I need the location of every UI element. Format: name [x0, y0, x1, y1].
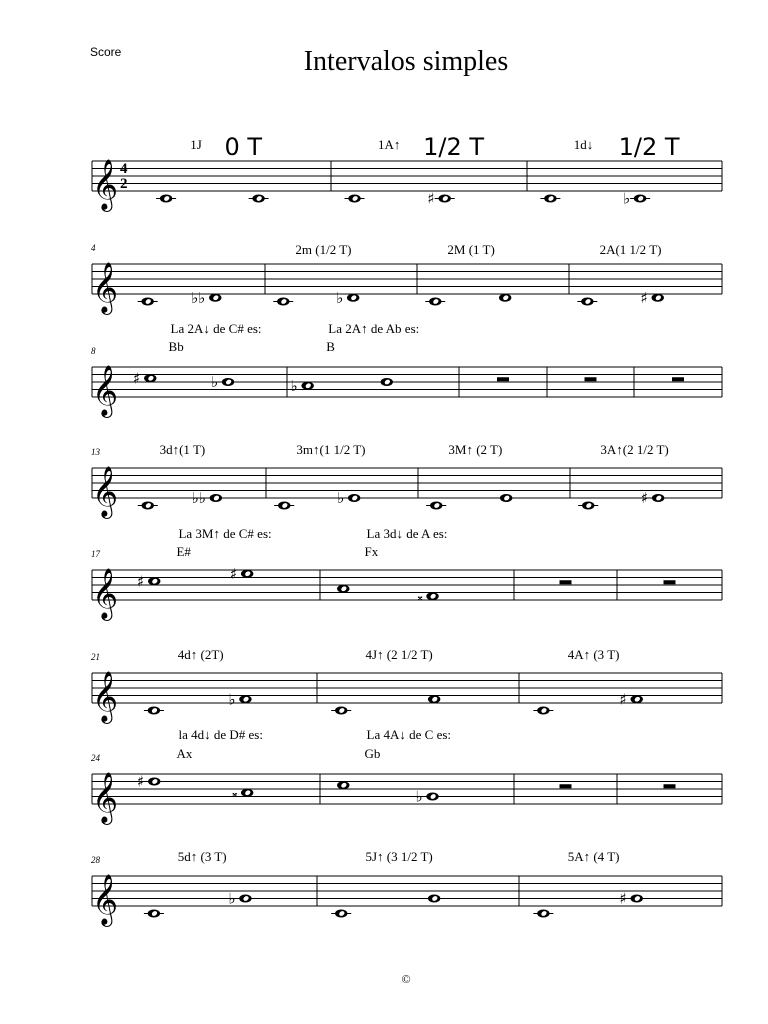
time-signature-bottom: 2	[120, 176, 128, 192]
staff-system	[91, 442, 722, 519]
interval-label: La 3M↑ de C# es:	[178, 526, 272, 541]
score-label: Score	[90, 45, 122, 59]
half-rest	[672, 377, 684, 381]
interval-label: 2m (1/2 T)	[295, 242, 352, 257]
interval-label: 5A↑ (4 T)	[567, 849, 620, 864]
measure-number: 21	[91, 652, 100, 662]
accidental-glyph: ♯	[640, 288, 648, 307]
treble-clef-icon: 𝄞	[92, 365, 119, 416]
interval-label: La 4A↓ de C es:	[366, 727, 452, 742]
interval-label: 3d↑(1 T)	[159, 442, 206, 457]
treble-clef-icon: 𝄞	[92, 671, 119, 722]
treble-clef-icon: 𝄞	[92, 772, 119, 823]
handwritten-annotation: 1/2 T	[423, 133, 485, 161]
interval-label: 4d↑ (2T)	[177, 647, 224, 662]
treble-clef-icon: 𝄞	[92, 466, 119, 517]
staff-system	[91, 242, 722, 315]
measure-number: 13	[91, 447, 100, 457]
treble-clef-icon: 𝄞	[92, 262, 119, 313]
interval-label: la 4d↓ de D# es:	[178, 727, 263, 742]
accidental-glyph: ♭	[290, 376, 298, 395]
half-rest	[497, 377, 509, 381]
accidental-glyph: ♯	[619, 889, 627, 908]
accidental-glyph: ♯	[229, 564, 238, 583]
interval-label: 2M (1 T)	[447, 242, 495, 257]
accidental-glyph: 𝄪	[232, 786, 238, 800]
accidental-glyph: ♭♭	[191, 288, 206, 307]
staff-system	[91, 526, 722, 621]
staff-system	[91, 647, 722, 724]
time-signature-top: 4	[120, 161, 128, 177]
accidental-glyph: ♭	[228, 889, 236, 908]
half-rest	[560, 784, 572, 788]
answer-text: E#	[176, 544, 191, 559]
interval-label: 2A(1 1/2 T)	[599, 242, 662, 257]
interval-label: 3M↑ (2 T)	[448, 442, 503, 457]
interval-label: 4J↑ (2 1/2 T)	[365, 647, 433, 662]
staff-system	[91, 849, 722, 927]
accidental-glyph: ♯	[136, 572, 145, 591]
accidental-glyph: 𝄪	[417, 590, 423, 604]
measure-number: 4	[91, 243, 96, 253]
interval-label: La 2A↑ de Ab es:	[328, 321, 420, 336]
accidental-glyph: ♯	[427, 189, 435, 208]
measure-number: 24	[91, 753, 100, 763]
copyright-mark: ©	[401, 972, 411, 986]
interval-label: 1J	[190, 137, 202, 152]
half-rest	[560, 580, 572, 584]
half-rest	[664, 784, 676, 788]
answer-text: B	[326, 339, 335, 354]
interval-label: La 3d↓ de A es:	[366, 526, 448, 541]
answer-text: Ax	[176, 746, 193, 761]
measure-number: 17	[91, 549, 100, 559]
staff-system	[91, 727, 722, 825]
accidental-glyph: ♭	[623, 189, 631, 208]
accidental-glyph: ♯	[133, 369, 141, 388]
accidental-glyph: ♯	[619, 690, 627, 709]
answer-text: Bb	[168, 339, 184, 354]
half-rest	[585, 377, 597, 381]
handwritten-annotation: 0 T	[224, 133, 263, 161]
interval-label: 1A↑	[378, 137, 401, 152]
staff-system	[92, 133, 722, 212]
treble-clef-icon: 𝄞	[92, 874, 119, 925]
accidental-glyph: ♯	[136, 772, 145, 791]
interval-label: 3m↑(1 1/2 T)	[296, 442, 366, 457]
staff-system	[91, 321, 722, 418]
handwritten-annotation: 1/2 T	[618, 133, 680, 161]
answer-text: Gb	[364, 746, 381, 761]
measure-number: 28	[91, 855, 100, 865]
interval-label: 4A↑ (3 T)	[567, 647, 620, 662]
measure-number: 8	[91, 346, 96, 356]
page-title: Intervalos simples	[303, 46, 509, 77]
answer-text: Fx	[364, 544, 379, 559]
interval-label: 1d↓	[573, 137, 594, 152]
half-rest	[664, 580, 676, 584]
treble-clef-icon: 𝄞	[92, 159, 119, 210]
accidental-glyph: ♭	[415, 787, 423, 806]
interval-label: 5d↑ (3 T)	[177, 849, 227, 864]
treble-clef-icon: 𝄞	[92, 568, 119, 619]
accidental-glyph: ♭	[228, 690, 236, 709]
accidental-glyph: ♭	[210, 373, 219, 391]
accidental-glyph: ♯	[640, 489, 649, 507]
accidental-glyph: ♭♭	[191, 489, 206, 507]
interval-label: La 2A↓ de C# es:	[170, 321, 262, 336]
interval-label: 3A↑(2 1/2 T)	[600, 442, 669, 457]
accidental-glyph: ♭	[337, 489, 345, 507]
interval-label: 5J↑ (3 1/2 T)	[365, 849, 433, 864]
accidental-glyph: ♭	[336, 288, 344, 307]
